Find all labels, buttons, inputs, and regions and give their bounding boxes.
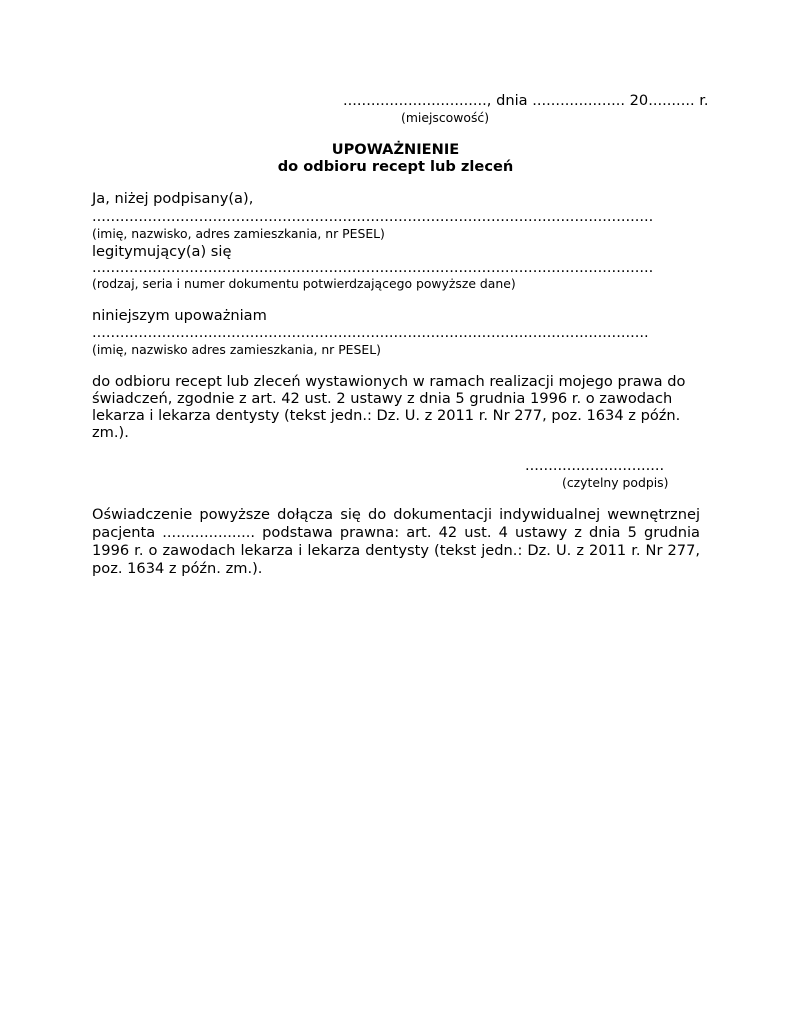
statement-paragraph — [92, 506, 700, 578]
statement-line: 1996 r. o zawodach lekarza i lekarza dentysty (tekst jedn.: Dz. U. z 2011 r. Nr 277, — [92, 542, 700, 559]
grantor-fill-line: ......................................................................................................................... — [92, 208, 654, 225]
place-caption: (miejscowość) — [401, 110, 490, 125]
purpose-line: zm.). — [92, 424, 129, 441]
grantor-intro: Ja, niżej podpisany(a), — [92, 190, 254, 207]
purpose-line: lekarza i lekarza dentysty (tekst jedn.: Dz. U. z 2011 r. Nr 277, poz. 1634 z późn. — [92, 407, 681, 424]
document-title: UPOWAŻNIENIE — [331, 141, 460, 158]
grantee-intro: niniejszym upoważniam — [92, 307, 267, 324]
purpose-line: świadczeń, zgodnie z art. 42 ust. 2 ustawy z dnia 5 grudnia 1996 r. o zawodach — [92, 390, 673, 407]
grantor-id-caption: (rodzaj, seria i numer dokumentu potwierdzającego powyższe dane) — [92, 276, 516, 291]
grantor-caption: (imię, nazwisko, adres zamieszkania, nr PESEL) — [92, 226, 385, 241]
signature-caption: (czytelny podpis) — [562, 475, 669, 490]
statement-line: pacjenta .................... podstawa prawna: art. 42 ust. 4 ustawy z dnia 5 grudnia — [92, 524, 700, 541]
grantee-caption: (imię, nazwisko adres zamieszkania, nr PESEL) — [92, 342, 381, 357]
document-subtitle: do odbioru recept lub zleceń — [277, 158, 514, 175]
purpose-line: do odbioru recept lub zleceń wystawionych w ramach realizacji mojego prawa do — [92, 373, 686, 390]
grantor-id-label: legitymujący(a) się — [92, 243, 232, 260]
statement-line: poz. 1634 z późn. zm.). — [92, 560, 263, 577]
grantee-fill-line: ........................................................................................................................ — [92, 324, 649, 341]
place-date-line: ..............................., dnia .................... 20.......... r. — [343, 92, 709, 109]
grantor-id-fill-line: ......................................................................................................................... — [92, 259, 654, 276]
signature-fill-line: .............................. — [525, 457, 665, 474]
statement-line: Oświadczenie powyższe dołącza się do dokumentacji indywidualnej wewnętrznej — [92, 506, 700, 523]
